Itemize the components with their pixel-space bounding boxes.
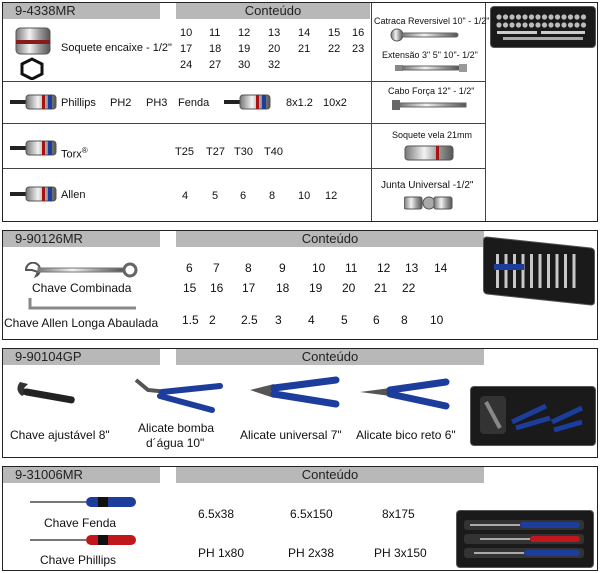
slotted-bit-icon: [222, 92, 276, 112]
needle-nose-pliers-icon: [358, 374, 452, 410]
combination-wrench-size: 14: [434, 261, 448, 275]
panel4-code: 9-31006MR: [3, 467, 160, 483]
combination-wrench-size: 12: [377, 261, 391, 275]
socket-size: 22: [328, 43, 341, 55]
socket-icon: [10, 26, 58, 80]
combination-wrench-size: 13: [405, 261, 419, 275]
universal-joint-label: Junta Universal -1/2": [381, 180, 474, 191]
combination-wrench-icon: [24, 262, 140, 278]
panel1-divider: [371, 3, 372, 221]
spark-socket-label: Soquete vela 21mm: [392, 130, 473, 140]
water-pump-pliers-icon: [132, 374, 224, 414]
ratchet-icon: [390, 28, 460, 42]
combination-wrench-size: 11: [345, 261, 358, 275]
row-separator: [371, 123, 485, 124]
socket-size: 30: [238, 59, 251, 71]
allen-key-size: 4: [308, 313, 315, 327]
allen-key-size: 1.5: [182, 313, 199, 327]
panel1-header: Conteúdo: [176, 3, 370, 19]
adjustable-wrench-label: Chave ajustável 8": [10, 428, 110, 442]
combination-wrench-size: 18: [276, 281, 290, 295]
allen-key-size: 6: [373, 313, 380, 327]
allen-key-size: 2: [209, 313, 216, 327]
combination-wrench-size: 8: [245, 261, 252, 275]
socket-size: 23: [352, 43, 365, 55]
allen-key-size: 8: [401, 313, 408, 327]
socket-size: 21: [298, 43, 311, 55]
wrench-tray-contents: [490, 250, 586, 294]
water-pump-pliers-label-2: d´água 10": [146, 436, 205, 450]
socket-size: 24: [180, 59, 193, 71]
combination-wrench-size: 19: [309, 281, 323, 295]
allen-item: 12: [325, 190, 338, 202]
panel3-header: Conteúdo: [176, 349, 484, 365]
torx-label-text: Torx: [61, 148, 82, 161]
combination-wrench-size: 17: [242, 281, 256, 295]
bit-socket-icon: [8, 92, 62, 112]
combination-wrench-size: 6: [186, 261, 193, 275]
slotted-size: 6.5x150: [290, 507, 333, 521]
panel2-header: Conteúdo: [176, 231, 484, 247]
slotted-screwdriver-icon: [30, 494, 140, 510]
socket-size: 18: [209, 43, 222, 55]
panel2-code: 9-90126MR: [3, 231, 160, 247]
allen-item: 8: [269, 190, 276, 202]
combination-wrench-size: 16: [210, 281, 224, 295]
combination-wrench-size: 22: [402, 281, 416, 295]
allen-label: Allen: [61, 189, 86, 201]
extension-icon: [395, 63, 469, 73]
socket-size: 13: [268, 27, 281, 39]
phillips-item: Fenda: [178, 97, 210, 109]
phillips-size: PH 2x38: [288, 546, 335, 560]
breaker-bar-icon: [392, 98, 468, 112]
adjustable-wrench-icon: [14, 378, 78, 404]
allen-key-label: Chave Allen Longa Abaulada: [4, 316, 159, 330]
allen-item: 6: [240, 190, 247, 202]
combination-wrench-size: 10: [312, 261, 326, 275]
phillips-item: PH2: [110, 97, 132, 109]
socket-label: Soquete encaixe - 1/2": [61, 42, 172, 54]
row-separator: [3, 123, 371, 124]
phillips-size: PH 1x80: [198, 546, 245, 560]
panel1-code: 9-4338MR: [3, 3, 160, 19]
slotted-screwdriver-label: Chave Fenda: [44, 516, 117, 530]
slotted-size: 6.5x38: [198, 507, 235, 521]
slotted-size: 8x175: [382, 507, 415, 521]
water-pump-pliers-label-1: Alicate bomba: [138, 421, 215, 435]
combination-wrench-size: 15: [183, 281, 197, 295]
phillips-screwdriver-icon: [30, 532, 140, 548]
socket-size: 10: [180, 27, 193, 39]
phillips-item: PH3: [146, 97, 168, 109]
panel3-code: 9-90104GP: [3, 349, 160, 365]
socket-size: 20: [268, 43, 281, 55]
torx-item: T40: [264, 146, 283, 158]
row-separator: [371, 81, 485, 82]
extension-label: Extensão 3" 5" 10"- 1/2": [382, 50, 478, 60]
torx-item: T27: [206, 146, 225, 158]
combination-wrench-size: 21: [374, 281, 388, 295]
phillips-item: 10x2: [323, 97, 347, 109]
socket-size: 27: [209, 59, 222, 71]
socket-tray-contents: [493, 9, 591, 43]
panel4-header: Conteúdo: [176, 467, 484, 483]
combination-wrench-size: 20: [342, 281, 356, 295]
needle-nose-pliers-label: Alicate bico reto 6": [356, 428, 456, 442]
combination-wrench-size: 7: [213, 261, 220, 275]
hex-bit-icon: [8, 184, 62, 204]
socket-size: 16: [352, 27, 365, 39]
ratchet-label: Catraca Reversivel 10" - 1/2": [374, 16, 490, 26]
socket-size: 11: [209, 27, 221, 39]
combination-wrench-size: 9: [279, 261, 286, 275]
socket-size: 32: [268, 59, 281, 71]
row-separator: [3, 168, 371, 169]
socket-size: 15: [328, 27, 341, 39]
phillips-screwdriver-label: Chave Phillips: [40, 553, 117, 567]
torx-item: T25: [175, 146, 194, 158]
allen-key-size: 10: [430, 313, 444, 327]
socket-size: 14: [298, 27, 311, 39]
spark-socket-icon: [404, 144, 456, 162]
torx-registered-mark: ®: [81, 146, 88, 155]
allen-key-icon: [26, 296, 140, 312]
allen-item: 5: [212, 190, 219, 202]
phillips-item: 8x1.2: [286, 97, 313, 109]
allen-key-size: 2.5: [241, 313, 258, 327]
allen-key-size: 3: [275, 313, 282, 327]
universal-pliers-icon: [246, 374, 342, 410]
panel1-divider2: [485, 3, 486, 221]
universal-joint-icon: [404, 194, 454, 212]
breaker-bar-label: Cabo Força 12" - 1/2": [388, 86, 475, 96]
socket-size: 17: [180, 43, 193, 55]
torx-item: T30: [234, 146, 253, 158]
torx-bit-icon: [8, 138, 62, 158]
torx-label: [61, 146, 88, 161]
allen-item: 10: [298, 190, 311, 202]
socket-size: 12: [238, 27, 251, 39]
combination-wrench-label: Chave Combinada: [32, 281, 132, 295]
phillips-label: Phillips: [61, 97, 96, 109]
plier-tray-contents: [476, 392, 588, 438]
row-separator: [371, 168, 485, 169]
screwdriver-tray-contents: [460, 514, 588, 562]
allen-item: 4: [182, 190, 189, 202]
socket-size: 19: [238, 43, 251, 55]
phillips-size: PH 3x150: [374, 546, 427, 560]
allen-key-size: 5: [341, 313, 348, 327]
row-separator: [3, 81, 371, 82]
universal-pliers-label: Alicate universal 7": [240, 428, 342, 442]
